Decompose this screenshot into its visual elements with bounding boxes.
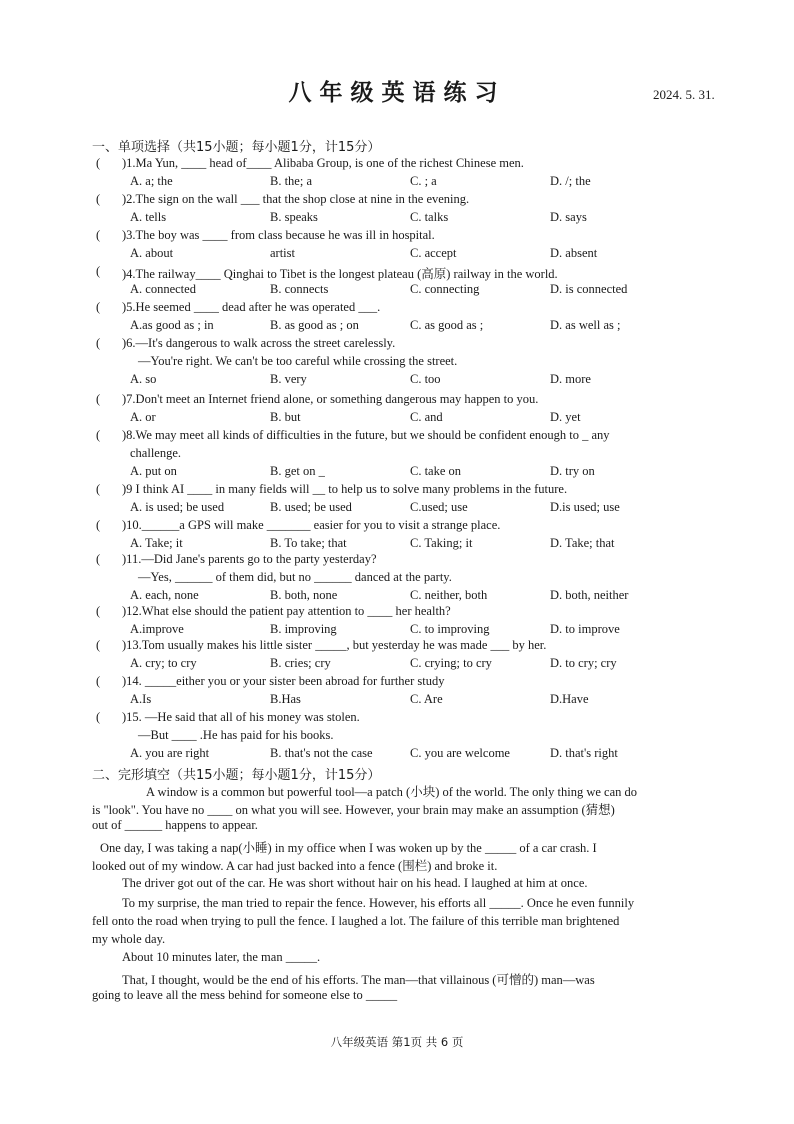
question-text: )1.Ma Yun, ____ head of____ Alibaba Group, is one of the richest Chinese men.	[122, 156, 524, 170]
answer-paren[interactable]: (	[96, 336, 101, 350]
option-a: A. cry; to cry	[130, 656, 197, 670]
option-b: B.Has	[270, 692, 301, 706]
option-b: B. speaks	[270, 210, 318, 224]
option-c: C. and	[410, 410, 443, 424]
option-c: C. too	[410, 372, 441, 386]
question-text: )6.—It's dangerous to walk across the street carelessly.	[122, 336, 396, 350]
option-b: B. connects	[270, 282, 329, 296]
question-text: )9 I think AI ____ in many fields will __ to help us to solve many problems in the future.	[122, 482, 568, 496]
option-d: D. says	[550, 210, 587, 224]
question-text: )15. —He said that all of his money was stolen.	[122, 710, 360, 724]
passage-line: About 10 minutes later, the man _____.	[122, 950, 321, 964]
question-text: )8.We may meet all kinds of difficulties in the future, but we should be confident enough to _ any	[122, 428, 610, 442]
option-d: D. that's right	[550, 746, 618, 760]
option-a: A. each, none	[130, 588, 199, 602]
passage-line: To my surprise, the man tried to repair the fence. However, his efforts all _____. Once he even funnily	[122, 896, 635, 910]
option-b: B. get on _	[270, 464, 325, 478]
answer-paren[interactable]: (	[96, 300, 101, 314]
passage-line: looked out of my window. A car had just backed into a fence (围栏) and broke it.	[92, 859, 498, 873]
section-heading-cloze: 二、完形填空（共15小题；每小题1分，计15分）	[92, 768, 381, 783]
question-text: )7.Don't meet an Internet friend alone, or something dangerous may happen to you.	[122, 392, 539, 406]
answer-paren[interactable]: (	[96, 156, 101, 170]
answer-paren[interactable]: (	[96, 228, 101, 242]
answer-paren[interactable]: (	[96, 264, 101, 278]
question-text: )11.—Did Jane's parents go to the party yesterday?	[122, 552, 377, 566]
option-b: B. improving	[270, 622, 337, 636]
option-c: C. accept	[410, 246, 457, 260]
option-b: B. very	[270, 372, 307, 386]
option-a: A. so	[130, 372, 157, 386]
question-text: )10.______a GPS will make _______ easier for you to visit a strange place.	[122, 518, 501, 532]
question-text-continued: challenge.	[130, 446, 182, 460]
passage-line: out of ______ happens to appear.	[92, 818, 258, 832]
option-d: D. more	[550, 372, 591, 386]
passage-line: A window is a common but powerful tool—a patch (小块) of the world. The only thing we can do	[146, 785, 637, 799]
question-text: )13.Tom usually makes his little sister _____, but yesterday he was made ___ by her.	[122, 638, 547, 652]
answer-paren[interactable]: (	[96, 192, 101, 206]
option-b: B. used; be used	[270, 500, 352, 514]
option-a: A. or	[130, 410, 156, 424]
option-d: D. Take; that	[550, 536, 615, 550]
answer-paren[interactable]: (	[96, 482, 101, 496]
option-b: artist	[270, 246, 295, 260]
option-c: C. take on	[410, 464, 462, 478]
passage-line: is "look". You have no ____ on what you will see. However, your brain may make an assumption (猜想)	[92, 803, 615, 817]
option-d: D. /; the	[550, 174, 591, 188]
option-a: A. about	[130, 246, 174, 260]
question-text-continued: —But ____ .He has paid for his books.	[138, 728, 334, 742]
option-d: D. yet	[550, 410, 581, 424]
option-b: B. but	[270, 410, 301, 424]
option-b: B. as good as ; on	[270, 318, 359, 332]
passage-line: going to leave all the mess behind for someone else to _____	[92, 988, 398, 1002]
passage-line: fell onto the road when trying to pull the fence. I laughed a lot. The failure of this terrible man brightened	[92, 914, 620, 928]
option-b: B. the; a	[270, 174, 313, 188]
option-d: D. both, neither	[550, 588, 629, 602]
option-d: D. is connected	[550, 282, 628, 296]
option-a: A. you are right	[130, 746, 210, 760]
option-d: D. as well as ;	[550, 318, 621, 332]
option-a: A.improve	[130, 622, 184, 636]
option-b: B. cries; cry	[270, 656, 331, 670]
question-text-continued: —You're right. We can't be too careful while crossing the street.	[138, 354, 458, 368]
option-d: D. absent	[550, 246, 598, 260]
passage-line: The driver got out of the car. He was short without hair on his head. I laughed at him at once.	[122, 876, 588, 890]
question-text: )14. _____either you or your sister been abroad for further study	[122, 674, 445, 688]
option-a: A.Is	[130, 692, 152, 706]
passage-line: my whole day.	[92, 932, 166, 946]
option-c: C. connecting	[410, 282, 480, 296]
option-b: B. To take; that	[270, 536, 347, 550]
section-heading-single-choice: 一、单项选择（共15小题；每小题1分，计15分）	[92, 140, 381, 155]
option-a: A. connected	[130, 282, 196, 296]
option-d: D. to improve	[550, 622, 620, 636]
option-c: C. talks	[410, 210, 449, 224]
option-d: D.is used; use	[550, 500, 620, 514]
option-c: C.used; use	[410, 500, 468, 514]
option-d: D. try on	[550, 464, 595, 478]
option-a: A. is used; be used	[130, 500, 225, 514]
option-c: C. crying; to cry	[410, 656, 492, 670]
answer-paren[interactable]: (	[96, 392, 101, 406]
page-footer: 八年级英语 第1页 共 6 页	[330, 1035, 464, 1049]
passage-line: One day, I was taking a nap(小睡) in my office when I was woken up by the _____ of a car crash. I	[100, 841, 597, 855]
answer-paren[interactable]: (	[96, 518, 101, 532]
option-c: C. Are	[410, 692, 443, 706]
question-text: )5.He seemed ____ dead after he was operated ___.	[122, 300, 381, 314]
option-a: A. Take; it	[130, 536, 183, 550]
question-text: )12.What else should the patient pay attention to ____ her health?	[122, 604, 451, 618]
option-a: A.as good as ; in	[130, 318, 214, 332]
option-d: D. to cry; cry	[550, 656, 617, 670]
option-a: A. a; the	[130, 174, 173, 188]
exam-date: 2024. 5. 31.	[653, 87, 715, 102]
option-c: C. as good as ;	[410, 318, 484, 332]
question-text-continued: —Yes, ______ of them did, but no ______ danced at the party.	[138, 570, 452, 584]
answer-paren[interactable]: (	[96, 710, 101, 724]
option-c: C. you are welcome	[410, 746, 510, 760]
question-text: )4.The railway____ Qinghai to Tibet is the longest plateau (高原) railway in the world.	[122, 267, 558, 281]
answer-paren[interactable]: (	[96, 428, 101, 442]
option-b: B. that's not the case	[270, 746, 373, 760]
answer-paren[interactable]: (	[96, 552, 101, 566]
answer-paren[interactable]: (	[96, 674, 101, 688]
option-c: C. ; a	[410, 174, 437, 188]
question-text: )3.The boy was ____ from class because he was ill in hospital.	[122, 228, 435, 242]
option-c: C. to improving	[410, 622, 490, 636]
option-d: D.Have	[550, 692, 589, 706]
passage-line: That, I thought, would be the end of his efforts. The man—that villainous (可憎的) man—was	[122, 973, 595, 987]
option-b: B. both, none	[270, 588, 338, 602]
option-a: A. put on	[130, 464, 177, 478]
page-title: 八年级英语练习	[288, 80, 506, 106]
question-text: )2.The sign on the wall ___ that the shop close at nine in the evening.	[122, 192, 470, 206]
answer-paren[interactable]: (	[96, 638, 101, 652]
answer-paren[interactable]: (	[96, 604, 101, 618]
option-c: C. Taking; it	[410, 536, 473, 550]
option-a: A. tells	[130, 210, 167, 224]
option-c: C. neither, both	[410, 588, 488, 602]
